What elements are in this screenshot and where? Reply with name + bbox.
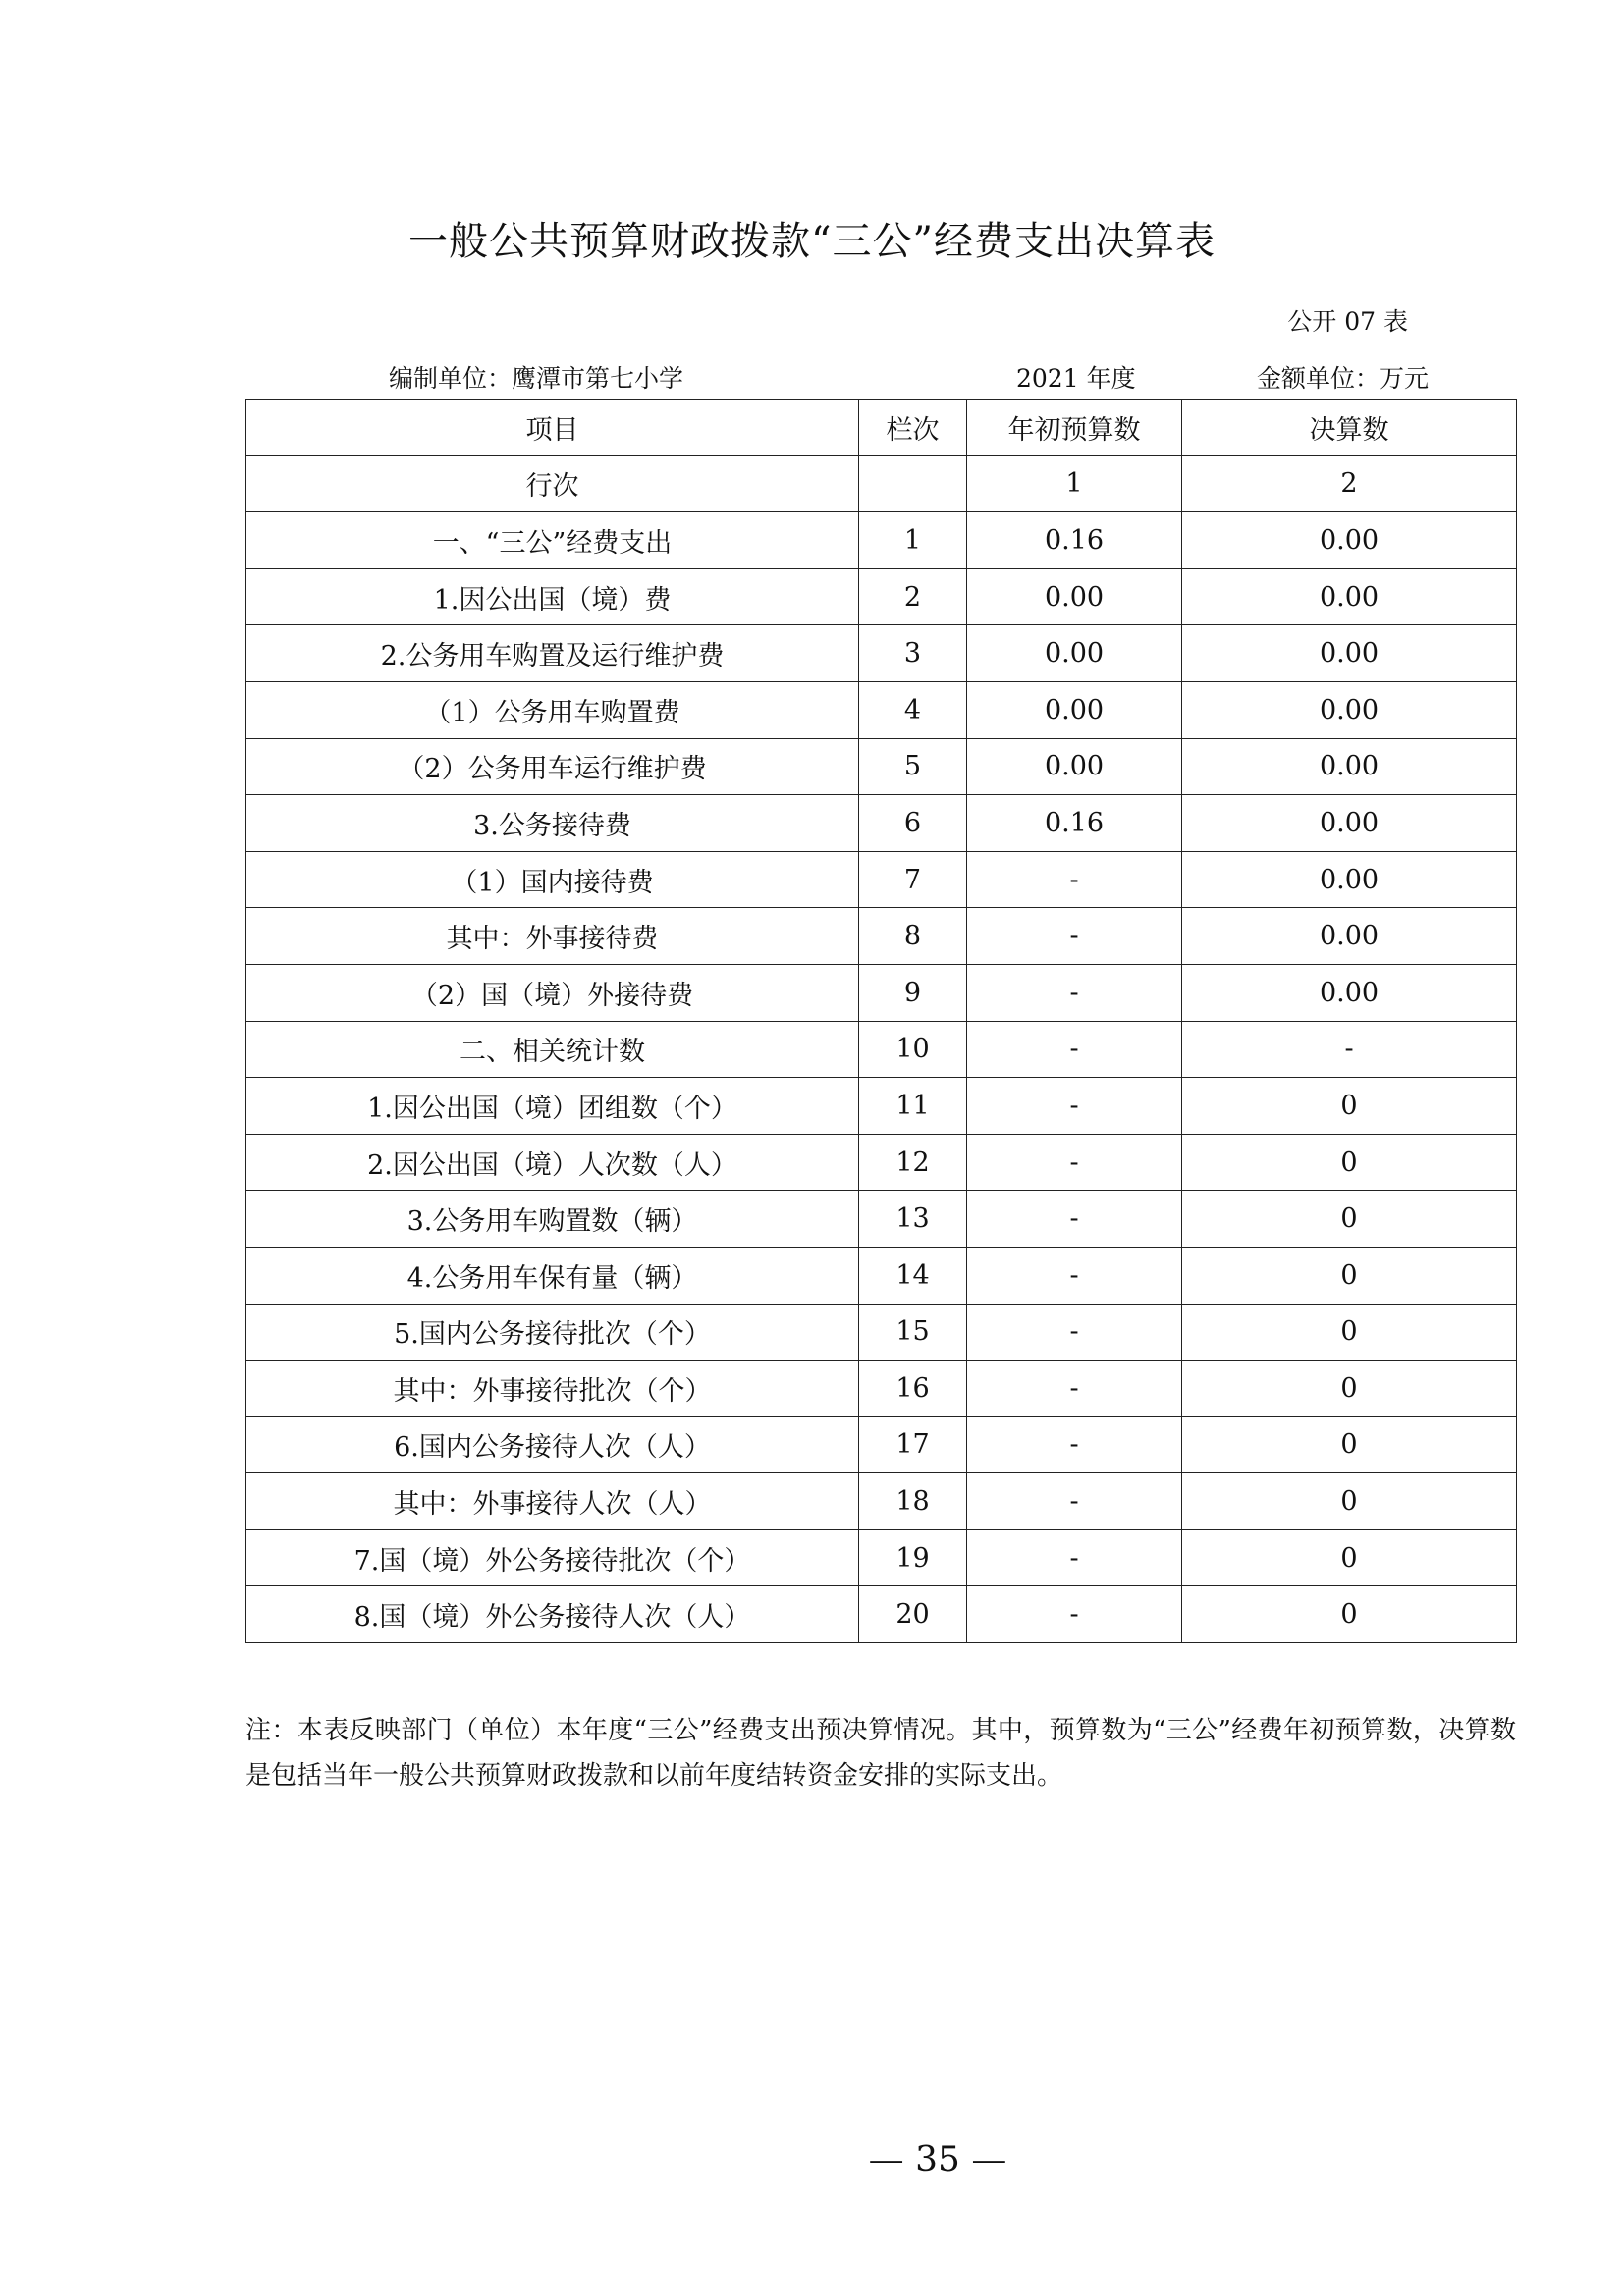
row-initial-budget: - xyxy=(967,1247,1182,1304)
row-final-account: 0.00 xyxy=(1182,795,1517,852)
index-row-label: 行次 xyxy=(246,455,859,512)
row-initial-budget: 0.16 xyxy=(967,512,1182,569)
index-row-column-no xyxy=(859,455,967,512)
row-item: 1.因公出国（境）团组数（个） xyxy=(246,1078,859,1135)
row-item: 7.国（境）外公务接待批次（个） xyxy=(246,1529,859,1586)
row-item: 8.国（境）外公务接待人次（人） xyxy=(246,1586,859,1643)
row-column-no: 9 xyxy=(859,964,967,1021)
compiling-unit: 编制单位：鹰潭市第七小学 xyxy=(389,364,684,393)
row-final-account: 0 xyxy=(1182,1586,1517,1643)
row-column-no: 20 xyxy=(859,1586,967,1643)
row-column-no: 12 xyxy=(859,1134,967,1191)
row-column-no: 10 xyxy=(859,1021,967,1078)
row-initial-budget: - xyxy=(967,1021,1182,1078)
row-item: 2.因公出国（境）人次数（人） xyxy=(246,1134,859,1191)
table-row xyxy=(246,1021,1517,1078)
row-initial-budget: - xyxy=(967,1134,1182,1191)
row-column-no: 6 xyxy=(859,795,967,852)
row-final-account: 0 xyxy=(1182,1247,1517,1304)
row-item: 3.公务用车购置数（辆） xyxy=(246,1191,859,1248)
index-row-final: 2 xyxy=(1182,455,1517,512)
table-row xyxy=(246,1416,1517,1473)
row-column-no: 16 xyxy=(859,1361,967,1417)
table-row xyxy=(246,568,1517,625)
table-row xyxy=(246,795,1517,852)
row-final-account: 0 xyxy=(1182,1191,1517,1248)
row-final-account: 0.00 xyxy=(1182,512,1517,569)
row-initial-budget: 0.00 xyxy=(967,681,1182,738)
row-item: 3.公务接待费 xyxy=(246,795,859,852)
row-final-account: 0 xyxy=(1182,1078,1517,1135)
row-final-account: 0 xyxy=(1182,1473,1517,1530)
row-item: 1.因公出国（境）费 xyxy=(246,568,859,625)
row-initial-budget: - xyxy=(967,1191,1182,1248)
fiscal-year: 2021 年度 xyxy=(1016,364,1136,393)
table-row xyxy=(246,1304,1517,1361)
row-final-account: 0.00 xyxy=(1182,964,1517,1021)
table-row xyxy=(246,851,1517,908)
row-item: 其中：外事接待批次（个） xyxy=(246,1361,859,1417)
row-column-no: 14 xyxy=(859,1247,967,1304)
row-final-account: 0.00 xyxy=(1182,625,1517,682)
row-item: 2.公务用车购置及运行维护费 xyxy=(246,625,859,682)
row-final-account: 0 xyxy=(1182,1416,1517,1473)
row-initial-budget: - xyxy=(967,964,1182,1021)
header-final-account: 决算数 xyxy=(1182,400,1517,456)
row-column-no: 1 xyxy=(859,512,967,569)
row-initial-budget: - xyxy=(967,1361,1182,1417)
table-row xyxy=(246,681,1517,738)
header-column-no: 栏次 xyxy=(859,400,967,456)
row-column-no: 15 xyxy=(859,1304,967,1361)
row-final-account: 0.00 xyxy=(1182,851,1517,908)
row-column-no: 19 xyxy=(859,1529,967,1586)
row-initial-budget: - xyxy=(967,1078,1182,1135)
page-title: 一般公共预算财政拨款“三公”经费支出决算表 xyxy=(408,219,1216,264)
row-initial-budget: 0.16 xyxy=(967,795,1182,852)
row-column-no: 7 xyxy=(859,851,967,908)
row-column-no: 13 xyxy=(859,1191,967,1248)
table-row xyxy=(246,1078,1517,1135)
table-row xyxy=(246,964,1517,1021)
row-column-no: 18 xyxy=(859,1473,967,1530)
row-column-no: 8 xyxy=(859,908,967,965)
row-initial-budget: - xyxy=(967,908,1182,965)
form-number: 公开 07 表 xyxy=(1287,307,1408,336)
row-initial-budget: - xyxy=(967,1473,1182,1530)
row-column-no: 17 xyxy=(859,1416,967,1473)
page-number: — 35 — xyxy=(868,2140,1007,2180)
table-row xyxy=(246,908,1517,965)
row-final-account: 0.00 xyxy=(1182,681,1517,738)
row-item: 4.公务用车保有量（辆） xyxy=(246,1247,859,1304)
table-row xyxy=(246,1134,1517,1191)
row-item: （2）公务用车运行维护费 xyxy=(246,738,859,795)
row-column-no: 11 xyxy=(859,1078,967,1135)
row-initial-budget: 0.00 xyxy=(967,568,1182,625)
table-row xyxy=(246,512,1517,569)
header-initial-budget: 年初预算数 xyxy=(967,400,1182,456)
row-column-no: 2 xyxy=(859,568,967,625)
row-item: 6.国内公务接待人次（人） xyxy=(246,1416,859,1473)
row-final-account: 0 xyxy=(1182,1304,1517,1361)
row-item: 一、“三公”经费支出 xyxy=(246,512,859,569)
table-row xyxy=(246,738,1517,795)
row-item: （2）国（境）外接待费 xyxy=(246,964,859,1021)
table-body xyxy=(246,455,1517,1642)
expenditure-table xyxy=(245,399,1517,1643)
row-initial-budget: - xyxy=(967,1304,1182,1361)
row-initial-budget: - xyxy=(967,1529,1182,1586)
table-row xyxy=(246,1586,1517,1643)
row-final-account: - xyxy=(1182,1021,1517,1078)
table-row xyxy=(246,1361,1517,1417)
table-row xyxy=(246,1473,1517,1530)
index-row-budget: 1 xyxy=(967,455,1182,512)
row-item: 其中：外事接待费 xyxy=(246,908,859,965)
row-initial-budget: 0.00 xyxy=(967,625,1182,682)
index-row xyxy=(246,455,1517,512)
row-final-account: 0 xyxy=(1182,1529,1517,1586)
row-initial-budget: 0.00 xyxy=(967,738,1182,795)
table-row xyxy=(246,625,1517,682)
table-header-row xyxy=(246,400,1517,456)
table-row xyxy=(246,1529,1517,1586)
row-item: （1）国内接待费 xyxy=(246,851,859,908)
row-column-no: 3 xyxy=(859,625,967,682)
table-row xyxy=(246,1247,1517,1304)
row-initial-budget: - xyxy=(967,1416,1182,1473)
row-column-no: 4 xyxy=(859,681,967,738)
row-item: （1）公务用车购置费 xyxy=(246,681,859,738)
table-note: 注：本表反映部门（单位）本年度“三公”经费支出预决算情况。其中，预算数为“三公”经费年初预算数，决算数是包括当年一般公共预算财政拨款和以前年度结转资金安排的实际支出。 xyxy=(245,1716,1516,1790)
row-item: 二、相关统计数 xyxy=(246,1021,859,1078)
table-row xyxy=(246,1191,1517,1248)
row-item: 5.国内公务接待批次（个） xyxy=(246,1304,859,1361)
row-item: 其中：外事接待人次（人） xyxy=(246,1473,859,1530)
header-item: 项目 xyxy=(246,400,859,456)
row-initial-budget: - xyxy=(967,1586,1182,1643)
row-final-account: 0.00 xyxy=(1182,908,1517,965)
row-final-account: 0 xyxy=(1182,1361,1517,1417)
row-final-account: 0.00 xyxy=(1182,568,1517,625)
row-final-account: 0 xyxy=(1182,1134,1517,1191)
money-unit: 金额单位：万元 xyxy=(1257,364,1430,393)
row-column-no: 5 xyxy=(859,738,967,795)
row-final-account: 0.00 xyxy=(1182,738,1517,795)
row-initial-budget: - xyxy=(967,851,1182,908)
